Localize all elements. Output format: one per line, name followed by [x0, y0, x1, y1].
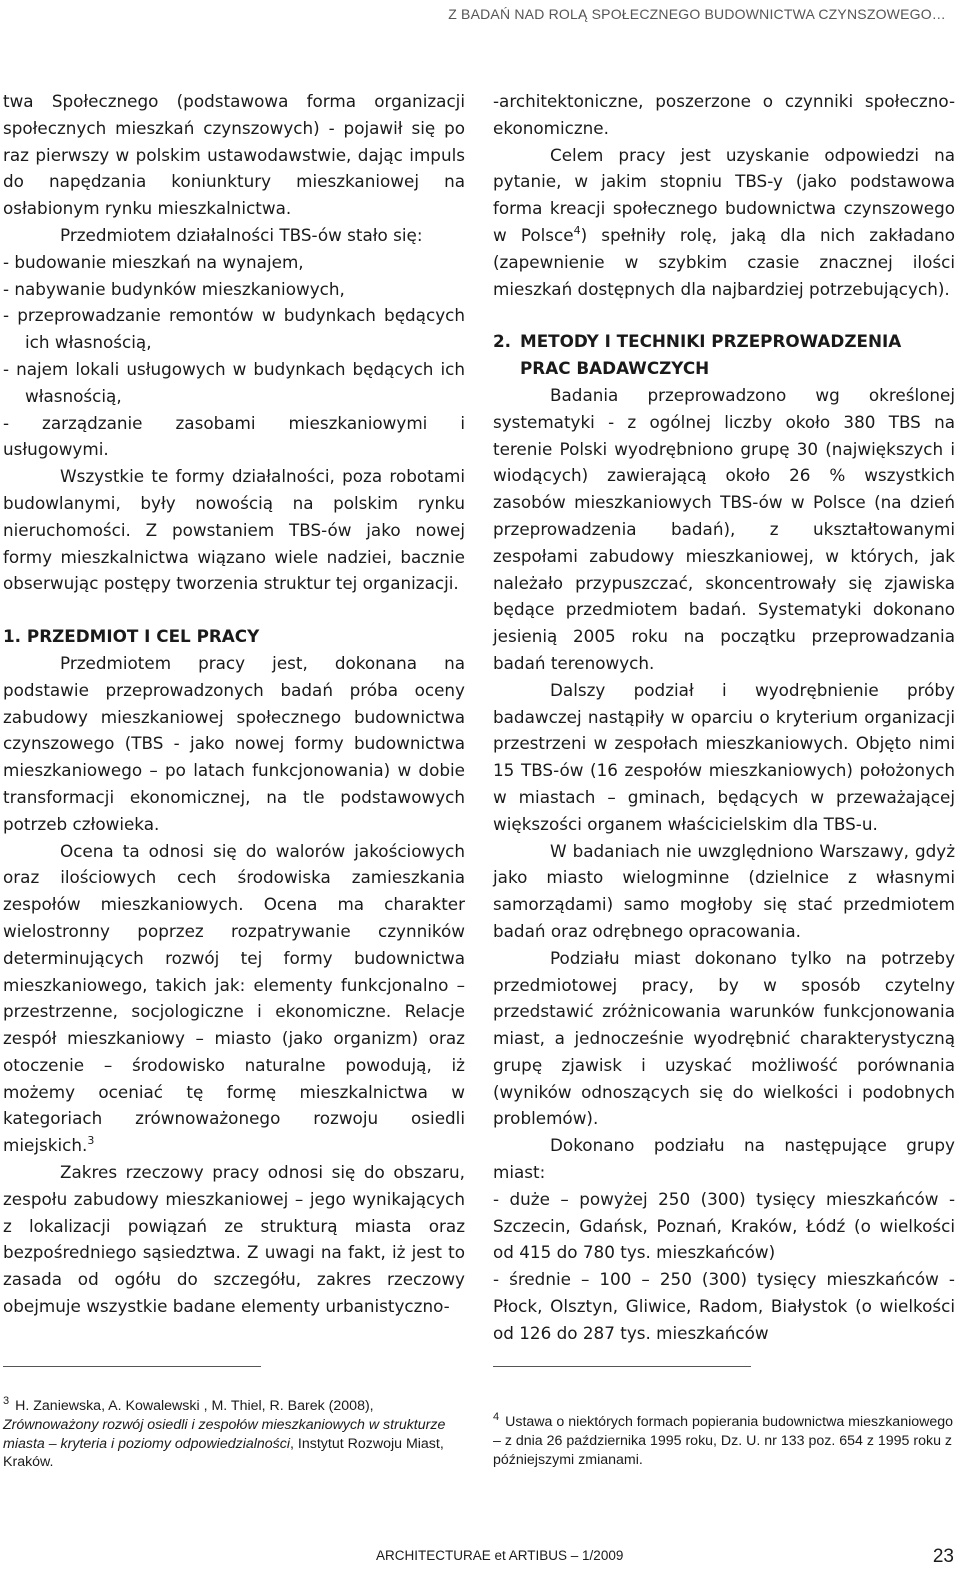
list-item: - zarządzanie zasobami mieszkaniowymi i usługowymi. [3, 412, 465, 460]
paragraph-goal-text-b: ) spełniły rolę, jaką dla nich zakładano (zapewnienie w szybkim czasie znacznej ilości mieszkań dostępnych dla najbardziej potrzebujących). [493, 224, 955, 299]
footnote-number: 4 [493, 1411, 500, 1423]
list-item: - duże – powyżej 250 (300) tysięcy mieszkańców - Szczecin, Gdańsk, Poznań, Kraków, Łódź (o wielkości od 415 do 780 tys. mieszkańców) [493, 1188, 955, 1263]
footnote-title: Zrównoważony rozwój osiedli i zespołów mieszkaniowych w strukturze miasta – kryteria i poziomy odpowiedzialności [3, 1416, 446, 1452]
right-column [493, 88, 955, 1347]
footnote-4 [493, 1408, 955, 1469]
list-item: - budowanie mieszkań na wynajem, [3, 251, 304, 272]
paragraph-warsaw: W badaniach nie uwzględniono Warszawy, gdyż jako miasto wielogminne (dzielnice z własnymi samorządami) samo mogłoby się stać przedmiotem badań oraz odrębnego opracowania. [493, 840, 955, 941]
section-heading-2 [493, 328, 955, 382]
paragraph-assessment-text: Ocena ta odnosi się do walorów jakościowych oraz ilościowych cech środowiska zamieszkania zespołów mieszkaniowych. Ocena ma charakter wielostronny poprzez rozpatrywanie czynników determinujących rozwój tej formy budownictwa mieszkaniowego, takich jak: elementy funkcjonalno – przestrzenne, socjologiczne i ekonomiczne. Relacje zespół mieszkaniowy – miasto (jako organizm) oraz otoczenie – środowisko naturalne powodują, iż możemy oceniać tę formę mieszkalnictwa w kategoriach zrównoważonego rozwoju osiedli miejskich. [3, 840, 465, 1156]
footnote-divider [493, 1366, 751, 1367]
list-item: - najem lokali usługowych w budynkach będących ich własnością, [3, 358, 465, 406]
intro-continuation: -architektoniczne, poszerzone o czynniki społeczno-ekonomiczne. [493, 91, 955, 138]
footnote-publisher: , Instytut Rozwoju Miast, Kraków. [3, 1435, 444, 1471]
paragraph-division: Dalszy podział i wyodrębnienie próby badawczej nastąpiły w oparciu o kryterium organizacji przestrzeni w zespołach mieszkaniowych. Objęto nimi 15 TBS-ów (16 zespołów mieszkaniowych) położonych w miastach – gminach, będących w przeważającej większości organem właścicielskim dla TBS-u. [493, 679, 955, 834]
paragraph-research: Badania przeprowadzono wg określonej systematyki - z ogólnej liczby około 380 TBS na terenie Polski wyodrębniono grupę 30 (największych i wiodących) zawierającą około 26 % wszystkich zasobów mieszkaniowych TBS-ów w Polsce (na dzień przeprowadzenia badań), z ukształtowanymi zespołami zabudowy mieszkaniowej, w których, jak należało przypuszczać, skoncentrowały się zjawiska będące przedmiotem badań. Systematyki dokonano jesienią 2005 roku na początku przeprowadzania badań terenowych. [493, 384, 955, 673]
paragraph-groups: Dokonano podziału na następujące grupy miast: [493, 1135, 955, 1183]
footnote-text: Ustawa o niektórych formach popierania budownictwa mieszkaniowego – z dnia 26 października 1995 roku, Dz. U. nr 133 poz. 654 z 1995 roku z późniejszymi zmianami. [493, 1414, 954, 1468]
journal-footer: ARCHITECTURAE et ARTIBUS – 1/2009 [376, 1548, 624, 1563]
running-header: Z BADAŃ NAD ROLĄ SPOŁECZNEGO BUDOWNICTWA CZYNSZOWEGO… [448, 6, 946, 22]
paragraph-goal-text-a: Celem pracy jest uzyskanie odpowiedzi na pytanie, w jakim stopniu TBS-y (jako podstawowa forma kreacji społecznego budownictwa czynszowego w Polsce [493, 144, 955, 245]
intro-paragraph: twa Społecznego (podstawowa forma organizacji społecznych mieszkań czynszowych) - pojawił się po raz pierwszy w polskim ustawodawstwie, dając impuls do napędzania koniunktury mieszkaniowej na osłabionym rynku mieszkalnictwa. [3, 91, 465, 219]
paragraph-assessment [3, 838, 465, 1160]
left-column [3, 88, 465, 1320]
list-item: - przeprowadzanie remontów w budynkach będących ich własnością, [3, 305, 465, 353]
activities-list [3, 249, 465, 463]
paragraph-subject: Przedmiotem pracy jest, dokonana na podstawie przeprowadzonych badań próba oceny zabudowy mieszkaniowej społecznego budownictwa czynszowego (TBS - jako nowej formy budownictwa mieszkaniowego – po latach funkcjonowania) w dobie transformacji ekonomicznej, na tle podstawowych potrzeb człowieka. [3, 652, 465, 834]
footnote-3 [3, 1392, 463, 1472]
paragraph-scope: Zakres rzeczowy pracy odnosi się do obszaru, zespołu zabudowy mieszkaniowej – jego wynikających z lokalizacji powiązań ze strukturą miasta oraz bezpośredniego sąsiedztwa. Z uwagi na fakt, iż jest to zasada od ogółu do szczegółu, zakres rzeczowy obejmuje wszystkie badane elementy urbanistyczno- [3, 1162, 465, 1317]
section-title: METODY I TECHNIKI PRZEPROWADZENIA PRAC BADAWCZYCH [520, 331, 902, 379]
footnote-number: 3 [3, 1395, 10, 1407]
list-item: - nabywanie budynków mieszkaniowych, [3, 278, 345, 299]
page-number: 23 [932, 1546, 954, 1567]
paragraph-cities: Podziału miast dokonano tylko na potrzeby przedmiotowej pracy, by w sposób czytelny przedstawić zróżnicowania warunków funkcjonowania miast, a jednocześnie wyodrębnić charakterystyczną grupę zjawisk i uzyskać możliwość porównania (wyników odnoszących się do wielkości i podobnych problemów). [493, 947, 955, 1129]
paragraph-goal [493, 142, 955, 303]
section-heading-1: 1. PRZEDMIOT I CEL PRACY [3, 626, 260, 647]
paragraph-forms: Wszystkie te formy działalności, poza robotami budowlanymi, były nowością na polskim rynku nieruchomości. Z powstaniem TBS-ów jako nowej formy mieszkalnictwa wiązano wiele nadziei, bacznie obserwując postępy tworzenia struktur tej organizacji. [3, 466, 465, 594]
footnote-ref-4[interactable]: 4 [573, 223, 581, 237]
footnote-ref-3[interactable]: 3 [87, 1134, 95, 1148]
groups-list [493, 1186, 955, 1347]
list-item: - średnie – 100 – 250 (300) tysięcy mieszkańców - Płock, Olsztyn, Gliwice, Radom, Białystok (o wielkości od 126 do 287 tys. mieszkańców [493, 1269, 955, 1343]
footnote-authors: H. Zaniewska, A. Kowalewski , M. Thiel, R. Barek (2008), [15, 1398, 374, 1414]
activities-intro: Przedmiotem działalności TBS-ów stało się: [60, 224, 423, 245]
footnote-divider [3, 1366, 261, 1367]
section-number: 2. [493, 331, 512, 352]
